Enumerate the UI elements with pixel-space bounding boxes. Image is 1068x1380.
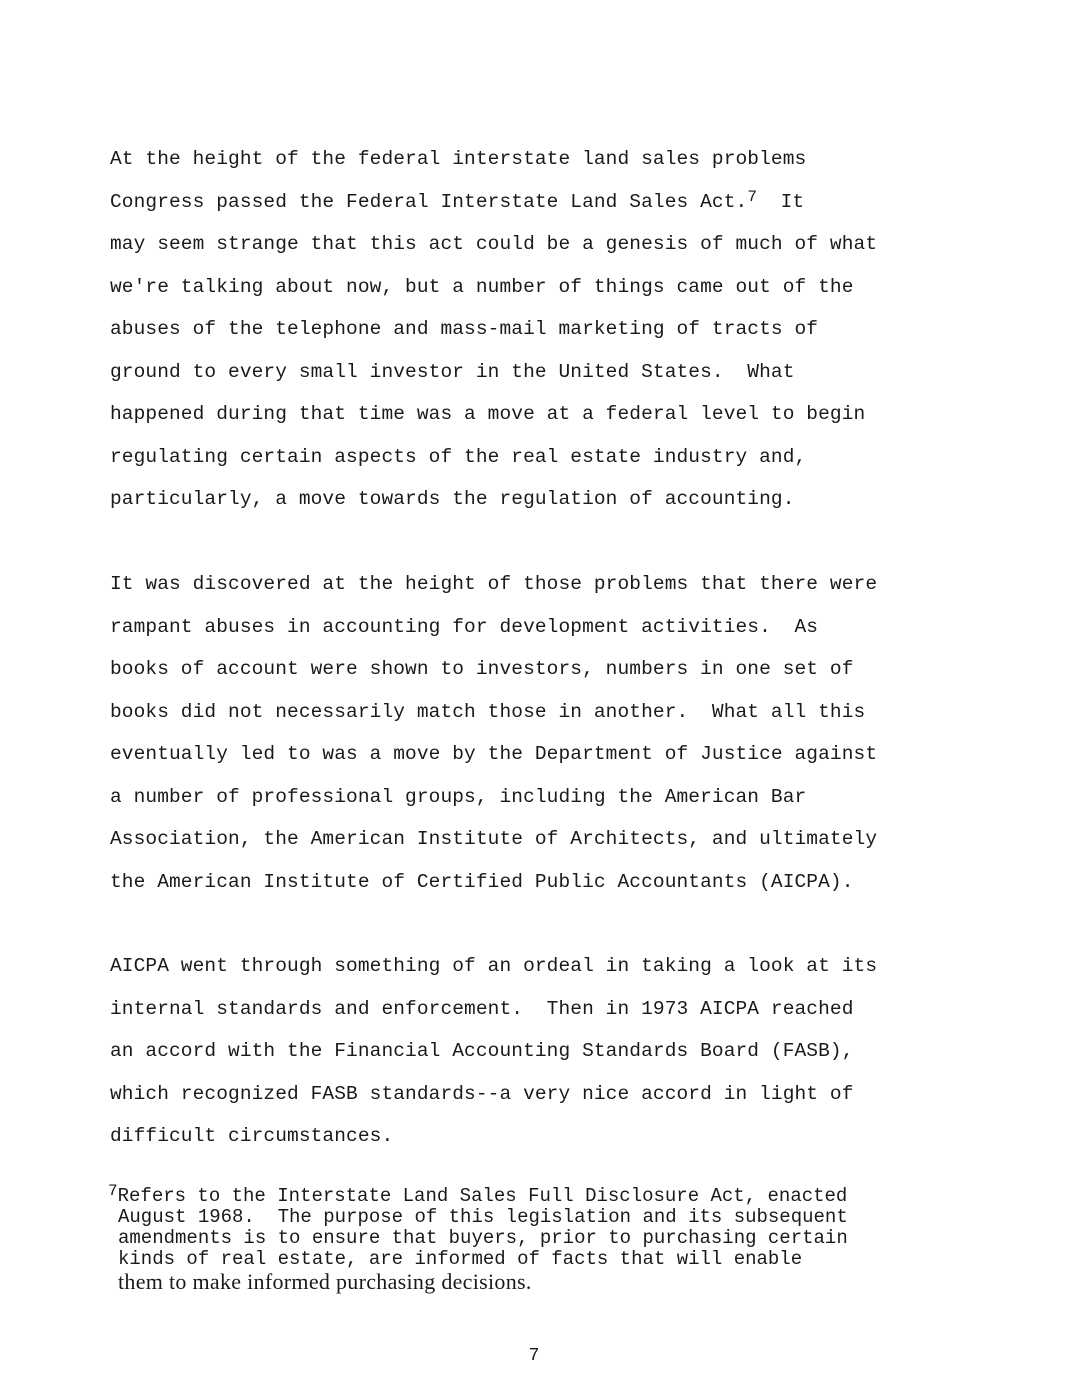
paragraph-line: may seem strange that this act could be a genesis of much of what [110, 233, 878, 255]
paragraph-line: difficult circumstances. [110, 1125, 394, 1147]
paragraph-line: AICPA went through something of an ordeal in taking a look at its [110, 955, 878, 977]
paragraph-line-tail: It [757, 190, 805, 213]
footnote [108, 1182, 988, 1294]
paragraph-line: eventually led to was a move by the Department of Justice against [110, 743, 878, 765]
paragraph-line: abuses of the telephone and mass-mail marketing of tracts of [110, 318, 819, 340]
footnote-line: kinds of real estate, are informed of facts that will enable [118, 1248, 803, 1270]
paragraph-line: internal standards and enforcement. Then in 1973 AICPA reached [110, 997, 854, 1020]
footnote-reference: 7 [747, 187, 758, 206]
paragraph-line: a number of professional groups, including the American Bar [110, 785, 807, 808]
footnote-mark: 7 [108, 1182, 118, 1200]
paragraph-line: happened during that time was a move at a federal level to begin [110, 403, 866, 425]
paragraph-line: Association, the American Institute of Architects, and ultimately [110, 828, 878, 850]
page-number: 7 [528, 1346, 540, 1366]
paragraph-line: books did not necessarily match those in another. What all this [110, 700, 866, 723]
footnote-line: amendments is to ensure that buyers, prior to purchasing certain [118, 1227, 848, 1249]
footnote-line: them to make informed purchasing decisions. [118, 1269, 532, 1294]
paragraph-line: an accord with the Financial Accounting Standards Board (FASB), [110, 1040, 854, 1062]
footnote-line: August 1968. The purpose of this legislation and its subsequent [118, 1206, 848, 1228]
paragraph-line: It was discovered at the height of those problems that there were [110, 573, 878, 595]
paragraph-line: At the height of the federal interstate land sales problems [110, 148, 807, 170]
paragraph-1 [110, 138, 970, 521]
paragraph-3 [110, 945, 970, 1158]
paragraph-line: which recognized FASB standards--a very nice accord in light of [110, 1082, 854, 1105]
footnote-line [108, 1182, 988, 1207]
paragraph-line: rampant abuses in accounting for development activities. As [110, 615, 819, 638]
paragraph-line: books of account were shown to investors, numbers in one set of [110, 658, 854, 680]
paragraph-line: the American Institute of Certified Public Accountants (AICPA). [110, 870, 854, 893]
paragraph-line-text: Congress passed the Federal Interstate Land Sales Act. [110, 190, 748, 213]
paragraph-line: we're talking about now, but a number of things came out of the [110, 275, 854, 298]
paragraph-line: regulating certain aspects of the real estate industry and, [110, 445, 807, 468]
paragraph-line: particularly, a move towards the regulation of accounting. [110, 488, 795, 510]
paragraph-line: ground to every small investor in the United States. What [110, 360, 795, 383]
footnote-line-text: Refers to the Interstate Land Sales Full Disclosure Act, enacted [117, 1185, 848, 1207]
paragraph-2 [110, 563, 970, 903]
paragraph-line [110, 181, 970, 224]
